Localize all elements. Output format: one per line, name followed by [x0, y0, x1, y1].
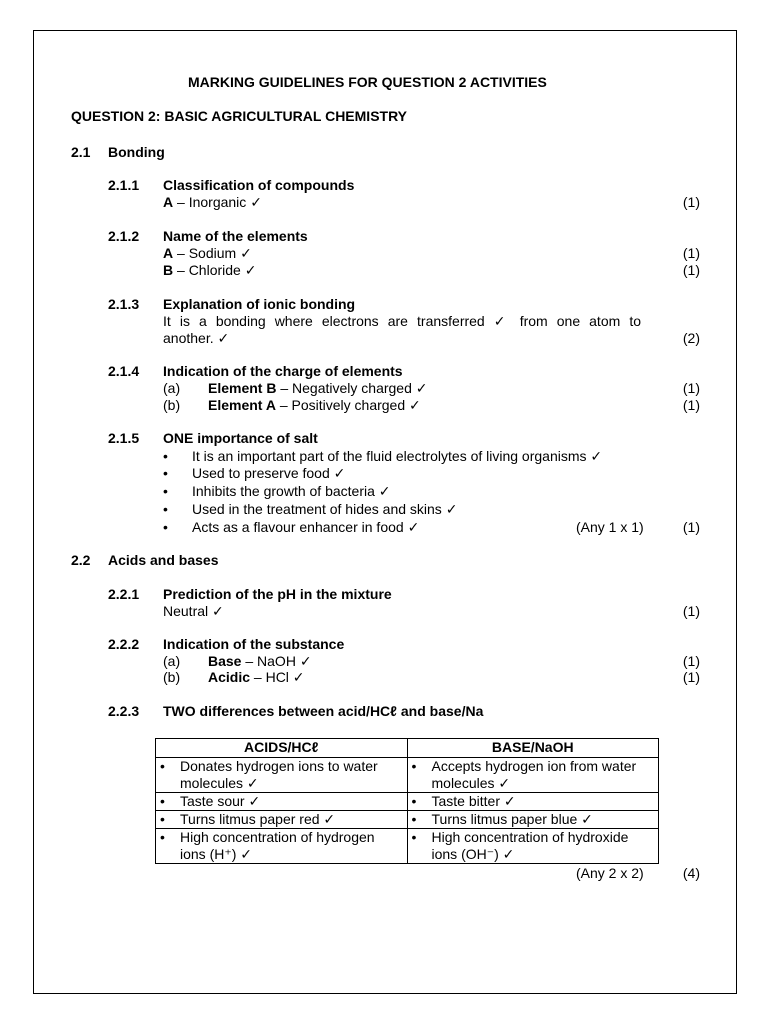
answer-text: – Inorganic [173, 194, 251, 210]
answer-label: A [163, 245, 174, 261]
mark: (1) [682, 397, 700, 413]
mark: (1) [682, 262, 700, 278]
bullet: • [411, 793, 417, 809]
answer-text: – Sodium [173, 245, 241, 261]
mark: (1) [682, 653, 700, 669]
cell-text: Accepts hydrogen ion from water molecules ✓ [431, 758, 637, 791]
check-mark: ✓ [250, 194, 262, 210]
answer-text: – NaOH ✓ [241, 653, 312, 669]
sub-index: (a) [163, 380, 181, 396]
question-title: Indication of the charge of elements [163, 363, 403, 379]
page-title: MARKING GUIDELINES FOR QUESTION 2 ACTIVITIES [188, 74, 547, 90]
answer-text: Neutral ✓ [163, 603, 224, 619]
answer-text: another. ✓ [163, 330, 230, 346]
list-item: Used to preserve food ✓ [192, 465, 346, 481]
answer-text: It is a bonding where electrons are transferred ✓ from one atom to [163, 313, 641, 329]
answer-text: – HCl ✓ [250, 669, 305, 685]
question-number: 2.2.1 [108, 586, 140, 602]
mark: (2) [682, 330, 700, 346]
cell-text: Taste bitter ✓ [431, 793, 516, 809]
answer-text: – Positively charged [275, 397, 410, 413]
list-item: Acts as a flavour enhancer in food ✓ [192, 519, 420, 535]
bullet: • [160, 793, 165, 809]
mark: (1) [682, 603, 700, 619]
check-mark: ✓ [240, 245, 252, 261]
bullet: • [163, 483, 168, 499]
cell-text: High concentration of hydrogen ions (H⁺) ✓ [180, 829, 375, 862]
table-cell [407, 829, 659, 864]
list-item: It is an important part of the fluid electrolytes of living organisms ✓ [192, 448, 603, 464]
answer-text: – Chloride [173, 262, 245, 278]
bullet: • [163, 501, 168, 517]
bullet: • [160, 829, 165, 845]
comparison-table [155, 738, 659, 864]
question-number: 2.1.5 [108, 430, 140, 446]
sub-index: (b) [163, 669, 181, 685]
table-row [156, 811, 659, 829]
bullet: • [411, 758, 417, 774]
answer-line [163, 245, 252, 262]
question-title: Classification of compounds [163, 177, 355, 193]
bullet: • [160, 758, 165, 774]
table-header: BASE/NaOH [407, 739, 659, 758]
question-heading: QUESTION 2: BASIC AGRICULTURAL CHEMISTRY [71, 108, 408, 124]
mark: (1) [682, 380, 700, 396]
list-item: Used in the treatment of hides and skins ✓ [192, 501, 458, 517]
answer-label: B [163, 262, 174, 278]
answer-line [208, 380, 428, 397]
question-title: Prediction of the pH in the mixture [163, 586, 392, 602]
answer-line [208, 653, 312, 670]
question-number: 2.2.3 [108, 703, 140, 719]
answer-line [208, 397, 421, 414]
bullet: • [160, 811, 165, 827]
question-number: 2.1.4 [108, 363, 140, 379]
table-header: ACIDS/HCℓ [156, 739, 408, 758]
mark: (4) [682, 865, 700, 881]
section-title: Bonding [108, 144, 165, 160]
question-title: Indication of the substance [163, 636, 345, 652]
list-item: Inhibits the growth of bacteria ✓ [192, 483, 391, 499]
check-mark: ✓ [244, 262, 257, 278]
table-row [156, 758, 659, 793]
answer-label: A [163, 194, 174, 210]
answer-label: Acidic [208, 669, 251, 685]
question-title: Explanation of ionic bonding [163, 296, 356, 312]
table-cell [407, 758, 659, 793]
bullet: • [411, 829, 417, 845]
table-row [156, 829, 659, 864]
answer-label: Base [208, 653, 242, 669]
table-cell [156, 758, 408, 793]
question-number: 2.2.2 [108, 636, 140, 652]
sub-index: (b) [163, 397, 181, 413]
mark: (1) [682, 519, 700, 535]
any-note: (Any 1 x 1) [576, 519, 644, 535]
table-cell [156, 811, 408, 829]
answer-line [208, 669, 305, 686]
answer-label: Element A [208, 397, 276, 413]
check-mark: ✓ [409, 397, 421, 413]
question-number: 2.1.1 [108, 177, 140, 193]
question-number: 2.1.3 [108, 296, 140, 312]
section-title: Acids and bases [108, 552, 219, 568]
table-row [156, 793, 659, 811]
bullet: • [163, 465, 168, 481]
bullet: • [411, 811, 417, 827]
cell-text: Turns litmus paper red ✓ [180, 811, 336, 827]
sub-index: (a) [163, 653, 181, 669]
table-cell [407, 811, 659, 829]
check-mark: ✓ [415, 380, 428, 396]
table-cell [156, 829, 408, 864]
cell-text: Turns litmus paper blue ✓ [431, 811, 593, 827]
cell-text: Donates hydrogen ions to water molecules ✓ [180, 758, 378, 791]
cell-text: Taste sour ✓ [180, 793, 261, 809]
mark: (1) [682, 194, 700, 210]
any-note: (Any 2 x 2) [576, 865, 644, 881]
answer-line [163, 262, 256, 279]
question-title: ONE importance of salt [163, 430, 318, 446]
question-title: TWO differences between acid/HCℓ and base/Na [163, 703, 484, 719]
question-title: Name of the elements [163, 228, 308, 244]
mark: (1) [682, 669, 700, 685]
question-number: 2.1.2 [108, 228, 140, 244]
bullet: • [163, 519, 168, 535]
answer-label: Element B [208, 380, 277, 396]
section-number: 2.2 [71, 552, 91, 568]
cell-text: High concentration of hydroxide ions (OH⁻) ✓ [431, 829, 629, 862]
table-cell [407, 793, 659, 811]
answer-text: – Negatively charged [276, 380, 416, 396]
section-number: 2.1 [71, 144, 91, 160]
bullet: • [163, 448, 168, 464]
table-cell [156, 793, 408, 811]
table-header-row [156, 739, 659, 758]
answer-line [163, 194, 262, 211]
mark: (1) [682, 245, 700, 261]
